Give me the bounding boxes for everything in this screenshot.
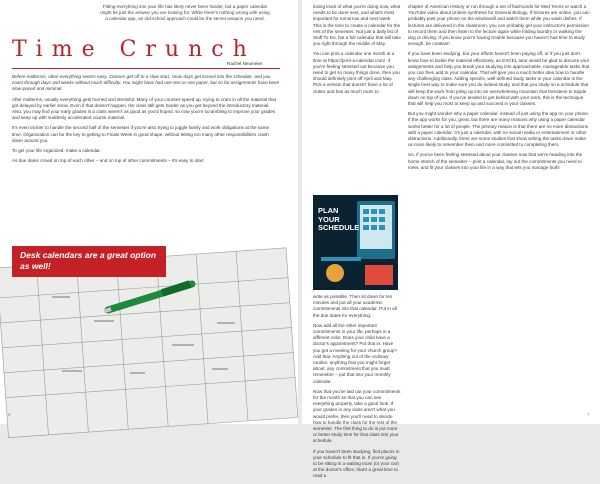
body-paragraph: chapter of American History or run through a set of flashcards for Med Terms or watch a YouTube video about protein synthesis for General Biology. If lectures are online, you can probably post your phone on the windowsill and watch them while you wash dishes. If lectures are delivered in the classroom, you can probably get your instructor's permission to record them and then listen to the lecture again while folding laundry or walking the dog or driving. If you know you're having trouble because you haven't had time to study enough, be creative! (408, 4, 590, 47)
calendar-photo (12, 268, 274, 410)
body-paragraph: Now that you've laid out your commitments for the month so that you can see everything properly, take a good look. If your grades in any class aren't what you would prefer, then you'll need to decide how to handle the class for the rest of the semester. The first thing to do is put more or better study time for that class into your schedule. (313, 388, 401, 444)
body-paragraph: write as possible. Then sit down for ten minutes and put all your academic commitments into that calendar. Put in all the due dates for everything. (313, 294, 397, 318)
page-number-left: 6 (8, 412, 11, 417)
promo-line-3: SCHEDULE (318, 223, 360, 232)
article-title: Time Crunch (12, 37, 256, 62)
body-paragraph: So, if you've been feeling stressed about your classes now that we're heading into the home stretch of the semester – print a calendar, lay out the commitments you need to meet, and fit your classes into your life in a way that lets you manage both! (408, 152, 583, 170)
schedule-promo-image (313, 195, 398, 290)
left-page (0, 0, 298, 424)
right-column-1-top (313, 4, 401, 99)
left-body (12, 74, 280, 168)
body-paragraph: After midterms, usually everything gets hurried and stressful. Many of your courses speed up, trying to cram in all the material that got delayed by earlier snow. Even if that doesn't happen, the class still gets harder as you get beyond the introductory material. Also, you may find your early grades in a class weren't as good as you'd hoped, so now you're scrambling to improve your grades and keep up with suddenly accelerated course material. (12, 96, 277, 121)
body-paragraph: Now add all the other important commitments in your life, perhaps in a different color. Does your child have a doctor's appointment? Put that in. Have you got a meeting for your church group? Add that. Anything out of the ordinary routine, anything that you might forget about, any commitment that you must remember – put that into your monthly calendar. (313, 322, 398, 384)
title-divider (12, 68, 280, 69)
body-paragraph: If you haven't been studying, find places in your schedule to fit that in. If you're going to be sitting in a waiting room (or your car) at the doctor's office, that's a great time to read a (313, 448, 400, 479)
body-paragraph: But you might wonder why a paper calendar, instead of just using the app on your phone. If the app works for you, great, but there are many reasons why using a paper calendar works better for a lot of people. The primary reason is that there are no more distractions with a paper calendar. It's just a calendar, with no social media or entertainment or other distractions. Additionally, there are some studies that show writing the tasks down make us more likely to remember them and more committed to completing them. (408, 111, 590, 148)
body-paragraph: losing track of what you're doing now, what needs to be done next, and what's most important for tomorrow and next week. This is the time to create a calendar for the rest of the semester. Not just a daily list of Stuff To Do, but a full calendar that will take you right through the middle of May. (313, 4, 401, 47)
body-paragraph: Before midterms, often everything seems easy. Classes get off to a slow start, snow days get tossed into the schedule, and you coast through days and weeks without much difficulty. You might have had one test or one paper, but so far assignments have been slow-paced and minimal. (12, 74, 280, 92)
page-number-right: 7 (587, 412, 590, 417)
body-paragraph: If you have been studying, but your efforts haven't been paying off, or if you just don't know how to tackle the material effectively, an EXCEL tutor would be glad to discuss your assignments and help you break your studying into approachable, manageable tasks that you can then add to your calendar. That will give you a much better idea how to handle any challenging class. Adding specific, well-defined study tasks to your calendar is the single best way to make sure you do indeed study, and that you study on a schedule that will keep the work from piling up into an overwhelming mountain that threatens to topple down on top of you. If you've tended to get behind with your work, this is the technique that will help you most to keep up and succeed in your classes. (408, 51, 590, 107)
promo-line-1: PLAN (318, 206, 339, 215)
right-column-2 (408, 4, 590, 175)
promo-line-2: YOUR (318, 214, 340, 224)
body-paragraph: It's even trickier to handle the second half of the semester if you're also trying to juggle family and work obligations at the same time. Organization can be the key to getting to Finals Week in good shape, without letting too many other responsibilities crash down around you. (12, 125, 270, 143)
author-name: Rachel Neumeier (227, 61, 263, 66)
body-paragraph: As due dates crowd on top of each other – and on top of other commitments – it's easy to start (12, 158, 204, 164)
right-column-1-bottom (313, 294, 401, 484)
calendar-illustration (12, 268, 274, 410)
body-paragraph: To get your life organized, make a calendar. (12, 148, 101, 154)
photo-caption: Desk calendars are a great option as well! (12, 246, 166, 277)
intro-text: Fitting everything into your life has likely never been harder, but a paper calendar might be just the answer you are looking for. While there's nothing wrong with using a calendar app, an old-school approach could be the secret weapon you need. (100, 4, 270, 22)
body-paragraph: You can print a calendar one month at a time at https://print-a-calendar.com/. If you're feeling stressed out because you need to get so many things done, then you should definitely print off April and May. Pick a version that doesn't have a lot of clutter and has as much room to (313, 51, 400, 94)
right-page (302, 0, 600, 479)
